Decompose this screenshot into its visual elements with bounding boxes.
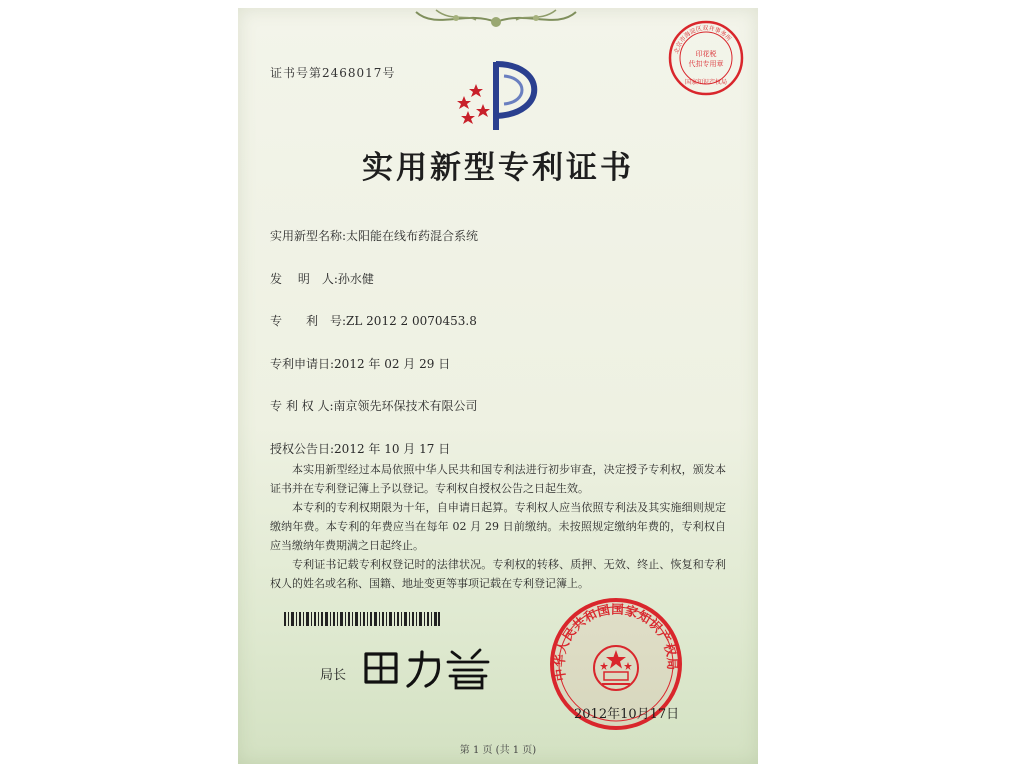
barcode-icon	[284, 612, 440, 626]
field-label: 实用新型名称:	[270, 229, 347, 243]
certificate-number: 证书号第2468017号	[270, 66, 396, 80]
field-application-date	[270, 355, 450, 372]
field-grant-date	[270, 440, 450, 457]
sipo-logo-icon	[456, 56, 546, 132]
body-paragraph: 本实用新型经过本局依照中华人民共和国专利法进行初步审查，决定授予专利权，颁发本证书并在专利登记簿上予以登记。专利权自授权公告之日起生效。	[270, 463, 726, 495]
field-value: 太阳能在线布药混合系统	[346, 229, 479, 243]
seal-date: 2012年10月17日	[574, 707, 680, 722]
agency-stamp-icon	[666, 18, 746, 98]
body-paragraph: 本专利的专利权期限为十年，自申请日起算。专利权人应当依照专利法及其实施细则规定缴纳年费。本专利的年费应当在每年 02 月 29 日前缴纳。未按照规定缴纳年费的，专利权自应当缴纳年费期满之日起终止。	[270, 501, 726, 552]
svg-text:代扣专用章: 代扣专用章	[688, 60, 724, 68]
body-paragraph: 专利证书记载专利权登记时的法律状况。专利权的转移、质押、无效、终止、恢复和专利权人的姓名或名称、国籍、地址变更等事项记载在专利登记簿上。	[270, 558, 726, 590]
top-ornament-icon	[406, 8, 586, 34]
certificate-body	[270, 460, 726, 593]
svg-text:国家知识产权局: 国家知识产权局	[684, 79, 728, 86]
svg-text:印花税: 印花税	[695, 50, 717, 58]
field-label: 授权公告日:	[270, 442, 335, 456]
field-value: 2012 年 02 月 29 日	[334, 357, 451, 371]
svg-text:北京市海淀区双井事务所: 北京市海淀区双井事务所	[673, 24, 733, 55]
field-inventor	[270, 270, 374, 287]
certificate-title: 实用新型专利证书	[362, 150, 634, 186]
field-value: 南京领先环保技术有限公司	[333, 399, 478, 413]
field-label: 发 明 人:	[270, 272, 338, 286]
director-label: 局长	[320, 668, 347, 683]
field-label: 专利申请日:	[270, 357, 335, 371]
patent-certificate	[238, 8, 758, 764]
field-utility-model-name	[270, 227, 478, 244]
field-value: ZL 2012 2 0070453.8	[346, 314, 477, 328]
field-patent-number	[270, 312, 477, 329]
field-patentee	[270, 397, 478, 414]
field-label: 专 利 号:	[270, 314, 347, 328]
director-signature-icon	[360, 642, 500, 692]
field-label: 专 利 权 人:	[270, 399, 334, 413]
field-value: 2012 年 10 月 17 日	[334, 442, 451, 456]
field-value: 孙水健	[337, 272, 374, 286]
page-number: 第 1 页 (共 1 页)	[459, 745, 537, 756]
svg-text:中华人民共和国国家知识产权局: 中华人民共和国国家知识产权局	[551, 601, 681, 683]
